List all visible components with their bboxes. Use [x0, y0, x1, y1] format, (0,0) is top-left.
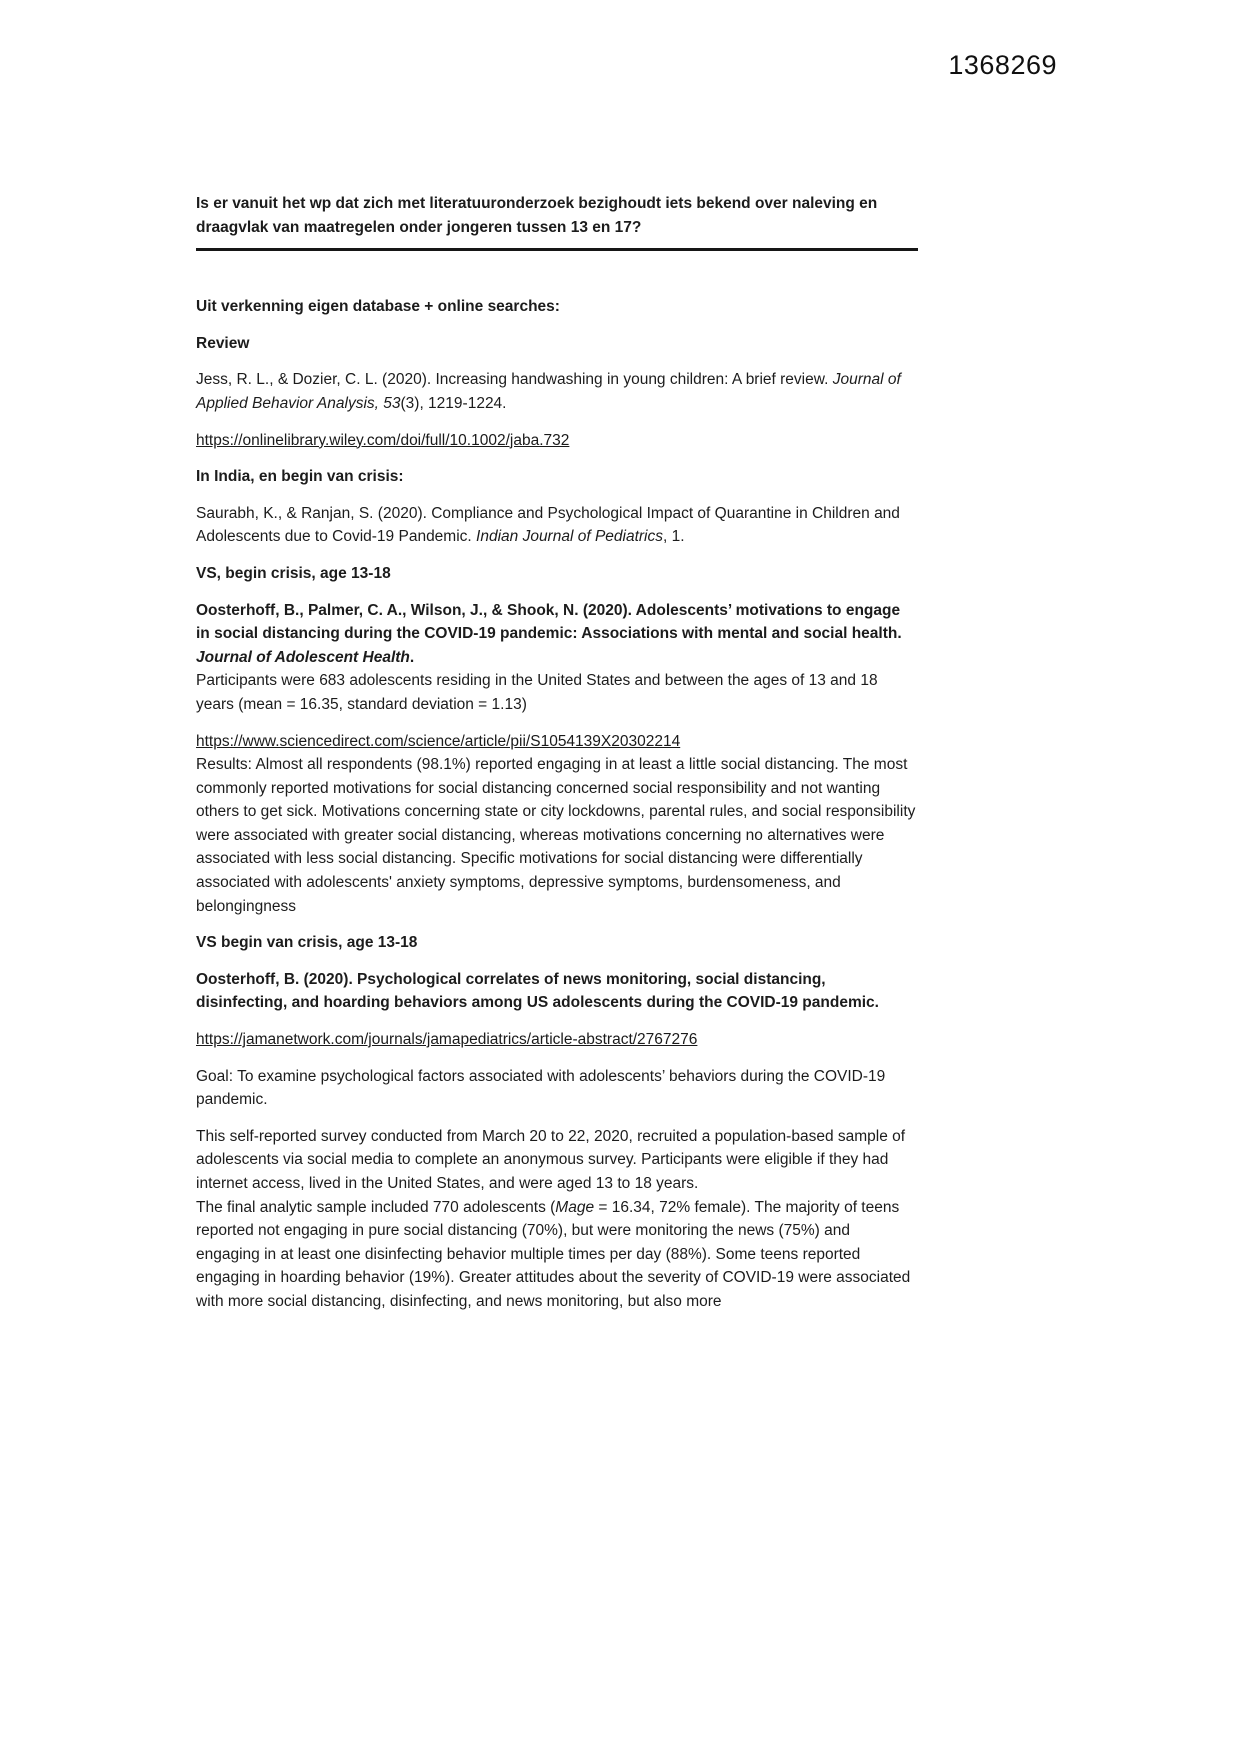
citation-text: Oosterhoff, B., Palmer, C. A., Wilson, J., & Shook, N. (2020). Adolescents’ motivations to engage in social distancing during the COVID-19 pandemic: Associations with mental and social health. — [196, 601, 902, 643]
survey-text: The final analytic sample included 770 adolescents ( — [196, 1198, 556, 1216]
heading-own-database: Uit verkenning eigen database + online searches: — [196, 298, 560, 316]
results-text: Results: Almost all respondents (98.1%) reported engaging in at least a little social distancing. The most commonly reported motivations for social distancing concerned social responsibility and not wanting others to get sick. Motivations concerning state or city lockdowns, parental rules, and social responsibility were associated with greater social distancing, whereas motivations concerning no alternatives were associated with less social distancing. Specific motivations for social distancing were differentially associated with adolescents' anxiety symptoms, depressive symptoms, burdensomeness, and belongingness — [196, 756, 916, 915]
journal-title: Journal of Adolescent Health — [196, 648, 410, 666]
citation-oosterhoff-2020: Oosterhoff, B. (2020). Psychological correlates of news monitoring, social distancing, disinfecting, and hoarding behaviors among US adolescents during the COVID-19 pandemic. — [196, 970, 879, 1012]
link-sciencedirect[interactable]: https://www.sciencedirect.com/science/article/pii/S1054139X20302214 — [196, 732, 681, 750]
citation-text: Jess, R. L., & Dozier, C. L. (2020). Increasing handwashing in young children: A brief review. — [196, 371, 833, 389]
participants-note: Participants were 683 adolescents residing in the United States and between the ages of 13 and 18 years (mean = 16.35, standard deviation = 1.13) — [196, 672, 878, 713]
question-heading: Is er vanuit het wp dat zich met literatuuronderzoek bezighoudt iets bekend over naleving en draagvlak van maatregelen onder jongeren tussen 13 en 17? — [196, 195, 878, 236]
goal-paragraph: Goal: To examine psychological factors associated with adolescents’ behaviors during the COVID-19 pandemic. — [196, 1067, 886, 1109]
citation-text: Saurabh, K., & Ranjan, S. (2020). Compliance and Psychological Impact of Quarantine in Children and Adolescents due to Covid-19 Pandemic. — [196, 504, 900, 546]
mage-term: Mage — [555, 1198, 595, 1216]
citation-text: , 1. — [663, 528, 685, 546]
sciencedirect-results-block — [196, 730, 918, 919]
heading-india: In India, en begin van crisis: — [196, 468, 404, 486]
link-wiley[interactable]: https://onlinelibrary.wiley.com/doi/full/10.1002/jaba.732 — [196, 431, 570, 449]
citation-saurabh-ranjan — [196, 502, 918, 549]
doc-number: 1368269 — [948, 50, 1057, 80]
survey-text: = 16.34, 72% female). The majority of teens reported not engaging in pure social distancing (70%), but were monitoring the news (75%) and engaging in at least one disinfecting behavior multiple times per day (88%). Some teens reported engaging in hoarding behavior (19%). Greater attitudes about the severity of COVID-19 were associated with more social distancing, disinfecting, and news monitoring, but also more — [196, 1198, 911, 1310]
link-jamanetwork[interactable]: https://jamanetwork.com/journals/jamapediatrics/article-abstract/2767276 — [196, 1031, 698, 1049]
citation-text: . — [409, 648, 415, 666]
document-content — [196, 192, 918, 1327]
title-rule — [196, 248, 918, 251]
heading-vs-begin-crisis-2: VS begin van crisis, age 13-18 — [196, 934, 418, 952]
citation-oosterhoff-palmer — [196, 599, 918, 717]
citation-jess-dozier — [196, 368, 918, 415]
link-line-jama — [196, 1028, 918, 1052]
heading-review: Review — [196, 334, 250, 352]
journal-title: Journal of Applied Behavior Analysis, 53 — [196, 371, 901, 412]
link-line-wiley — [196, 429, 918, 453]
heading-vs-begin-crisis-1: VS, begin crisis, age 13-18 — [196, 564, 391, 582]
survey-findings-text — [196, 1196, 918, 1314]
survey-method-text: This self-reported survey conducted from March 20 to 22, 2020, recruited a population-based sample of adolescents via social media to complete an anonymous survey. Participants were eligible if they had internet access, lived in the United States, and were aged 13 to 18 years. — [196, 1127, 906, 1192]
survey-paragraph — [196, 1125, 918, 1314]
citation-bold-block — [196, 599, 918, 670]
citation-text: (3), 1219-1224. — [400, 394, 507, 412]
journal-title: Indian Journal of Pediatrics — [476, 528, 663, 546]
